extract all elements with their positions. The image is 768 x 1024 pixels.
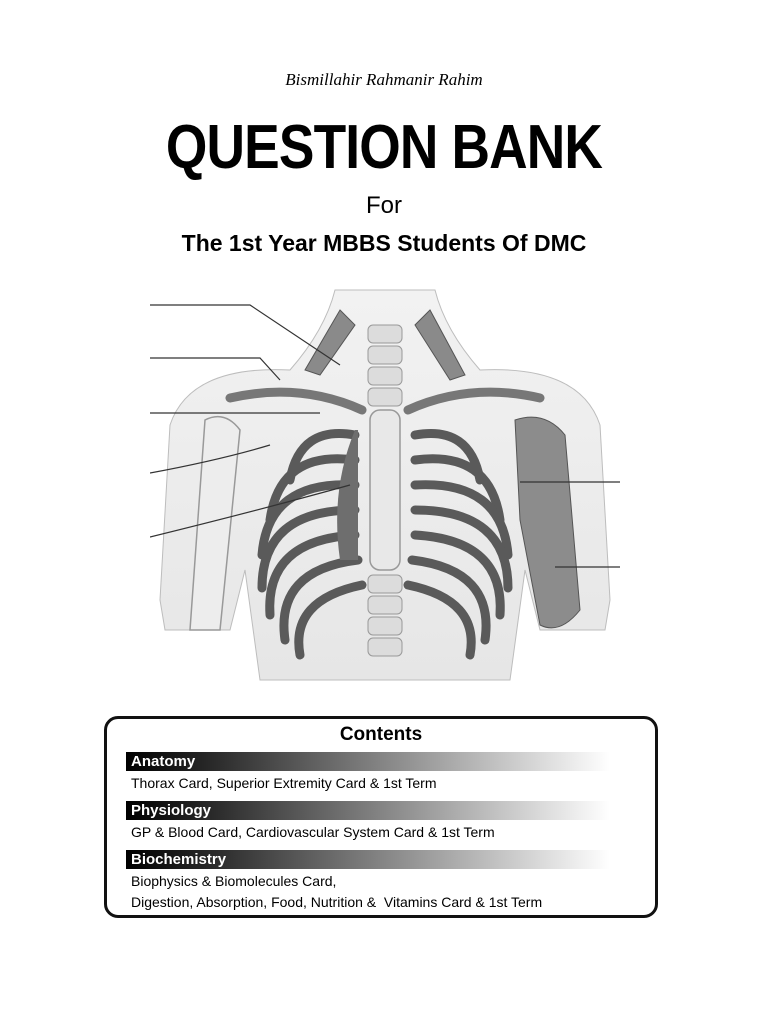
section-heading-biochemistry: Biochemistry [126,850,610,869]
thorax-anatomy-illustration [150,270,620,700]
list-item: Thorax Card, Superior Extremity Card & 1st Term [131,775,437,791]
section-items-biochemistry [131,871,542,913]
section-heading-physiology: Physiology [126,801,610,820]
sternum [370,410,400,570]
section-heading-anatomy: Anatomy [126,752,610,771]
for-text: For [366,192,402,219]
section-items-anatomy [131,773,437,794]
subtitle: The 1st Year MBBS Students Of DMC [181,230,587,256]
list-item: GP & Blood Card, Cardiovascular System Card & 1st Term [131,824,495,840]
section-items-physiology [131,822,495,843]
blessing-text: Bismillahir Rahmanir Rahim [285,70,483,89]
contents-heading: Contents [339,724,423,745]
list-item: Biophysics & Biomolecules Card, [131,873,337,889]
list-item: Digestion, Absorption, Food, Nutrition & Vitamins Card & 1st Term [131,894,543,910]
page-title: QUESTION BANK [165,113,603,182]
contents-box [104,716,658,918]
